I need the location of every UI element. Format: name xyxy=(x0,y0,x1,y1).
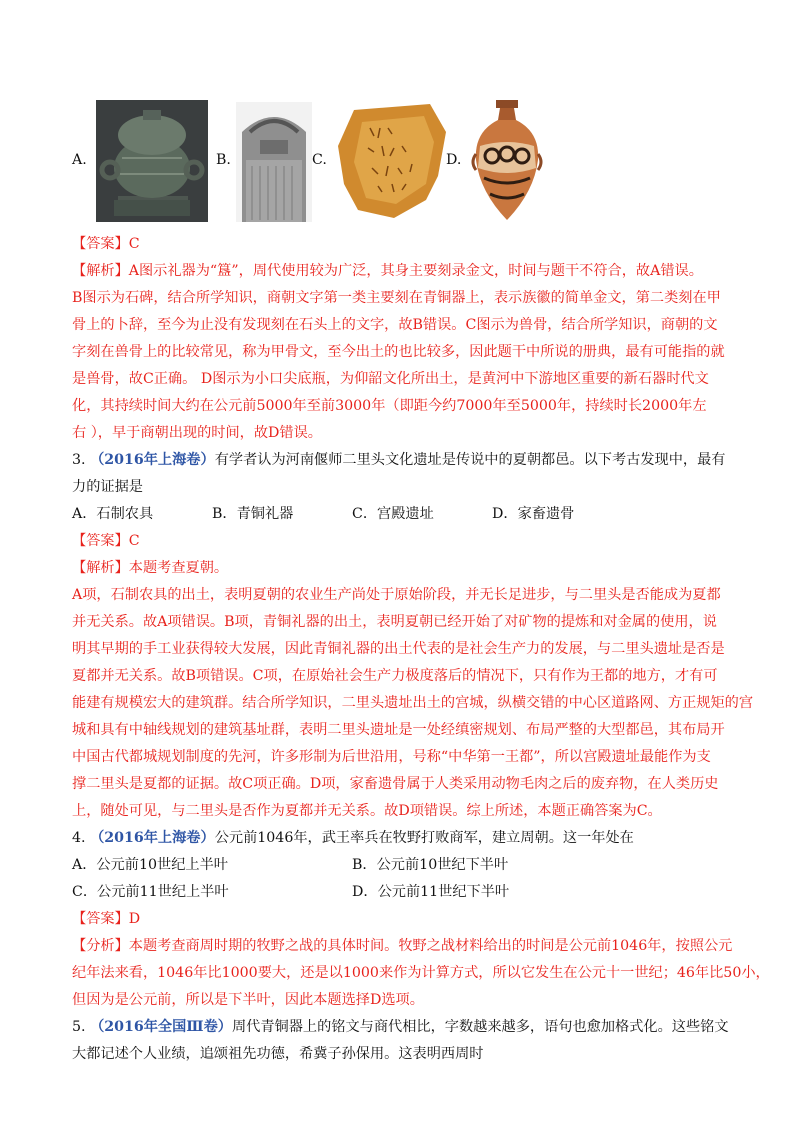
oracle-bone-image xyxy=(334,102,450,222)
q3-stem-line: 有学者认为河南偃师二里头文化遗址是传说中的夏朝都邑。以下考古发现中，最有 xyxy=(214,452,726,468)
q4-answer: 【答案】D xyxy=(72,911,141,927)
q3-analysis-line: 上，随处可见，与二里头是否作为夏都并无关系。故D项错误。综上所述，本题正确答案为C。 xyxy=(72,803,662,819)
q5-stem-line: 周代青铜器上的铭文与商代相比，字数越来越多，语句也愈加格式化。这些铭文 xyxy=(231,1019,729,1035)
stone-stele-image xyxy=(236,102,312,222)
q4-analysis-line: 纪年法来看，1046年比1000要大，还是以1000来作为计算方式，所以它发生在公元十一世纪；46年比50小， xyxy=(72,965,770,981)
q4-analysis-line: 但因为是公元前，所以是下半叶，因此本题选择D选项。 xyxy=(72,992,424,1008)
painted-pottery-vase-image xyxy=(470,98,544,222)
option-c-label: C. xyxy=(312,152,327,168)
q2-analysis-line: 【解析】A图示礼器为“簋”，周代使用较为广泛，其身主要刻录金文，时间与题干不符合，故A错误。 xyxy=(72,263,703,279)
q4-number: 4. xyxy=(72,830,86,846)
q2-analysis-line: 骨上的卜辞，至今为止没有发现刻在石头上的文字，故B错误。C图示为兽骨，结合所学知识，商朝的文 xyxy=(72,317,718,333)
q4-analysis-line: 【分析】本题考查商周时期的牧野之战的具体时间。牧野之战材料给出的时间是公元前1046年，按照公元 xyxy=(72,938,733,954)
q2-analysis-line: B图示为石碑，结合所学知识，商朝文字第一类主要刻在青铜器上，表示族徽的简单金文，第二类刻在甲 xyxy=(72,290,721,306)
q4-option-c: C．公元前11世纪上半叶 xyxy=(72,884,229,900)
q5-stem-line: 大都记述个人业绩，追颂祖先功德，希冀子孙保用。这表明西周时 xyxy=(72,1046,484,1062)
option-a-label: A. xyxy=(72,152,87,168)
q3-answer: 【答案】C xyxy=(72,533,140,549)
q3-analysis-line: 并无关系。故A项错误。B项，青铜礼器的出土，表明夏朝已经开始了对矿物的提炼和对金属的使用，说 xyxy=(72,614,717,630)
q3-analysis-line: 撑二里头是夏都的证据。故C项正确。D项，家畜遗骨属于人类采用动物毛肉之后的废弃物，在人类历史 xyxy=(72,776,719,792)
q3-analysis-head: 【解析】本题考查夏朝。 xyxy=(72,560,229,576)
q5-source: （2016年全国Ⅲ卷） xyxy=(90,1019,232,1035)
q3-analysis-line: 中国古代都城规划制度的先河，许多形制为后世沿用，号称“中华第一王都”，所以宫殿遗址最能作为支 xyxy=(72,749,711,765)
q3-source: （2016年上海卷） xyxy=(90,452,215,468)
q3-analysis-line: 明其早期的手工业获得较大发展，因此青铜礼器的出土代表的是社会生产力的发展，与二里头遗址是否是 xyxy=(72,641,725,657)
image-options-row xyxy=(72,98,512,223)
q2-analysis-line: 是兽骨，故C正确。 D图示为小口尖底瓶，为仰韶文化所出土，是黄河中下游地区重要的新石器时代文 xyxy=(72,371,709,387)
q3-stem-line: 力的证据是 xyxy=(72,479,143,495)
q3-analysis-line: 夏都并无关系。故B项错误。C项，在原始社会生产力极度落后的情况下，只有作为王都的地方，才有可 xyxy=(72,668,718,684)
q3-analysis-line: A项，石制农具的出土，表明夏朝的农业生产尚处于原始阶段，并无长足进步，与二里头是否能成为夏都 xyxy=(72,587,721,603)
q2-analysis-line: 右 ），早于商朝出现的时间，故D错误。 xyxy=(72,425,322,441)
q4-source: （2016年上海卷） xyxy=(90,830,215,846)
q4-stem xyxy=(72,825,732,851)
q3-analysis-line: 能建有规模宏大的建筑群。结合所学知识，二里头遗址出土的宫城，纵横交错的中心区道路网、方正规矩的宫 xyxy=(72,695,754,711)
q4-stem-text: 公元前1046年，武王率兵在牧野打败商军，建立周朝。这一年处在 xyxy=(214,830,634,846)
q3-option-b: B．青铜礼器 xyxy=(212,506,294,522)
q4-option-b: B．公元前10世纪下半叶 xyxy=(352,857,509,873)
q3-option-d: D．家畜遗骨 xyxy=(492,506,575,522)
q3-option-a: A．石制农具 xyxy=(72,506,154,522)
q3-analysis-line: 城和具有中轴线规划的建筑基址群，表明二里头遗址是一处经缜密规划、布局严整的大型都邑，其布局开 xyxy=(72,722,725,738)
q2-analysis-line: 化，其持续时间大约在公元前5000年至前3000年（即距今约7000年至5000年，持续时长2000年左 xyxy=(72,398,707,414)
q4-option-d: D．公元前11世纪下半叶 xyxy=(352,884,510,900)
option-b-label: B. xyxy=(216,152,231,168)
q3-stem xyxy=(72,447,732,473)
q5-stem xyxy=(72,1014,732,1040)
q3-option-c: C．宫殿遗址 xyxy=(352,506,434,522)
option-d-label: D. xyxy=(446,152,462,168)
q4-option-a: A．公元前10世纪上半叶 xyxy=(72,857,228,873)
q3-number: 3. xyxy=(72,452,86,468)
bronze-gui-image xyxy=(96,100,208,222)
q2-answer: 【答案】C xyxy=(72,236,140,252)
q5-number: 5. xyxy=(72,1019,86,1035)
q2-analysis-line: 字刻在兽骨上的比较常见，称为甲骨文，至今出土的也比较多，因此题干中所说的册典，最有可能指的就 xyxy=(72,344,725,360)
